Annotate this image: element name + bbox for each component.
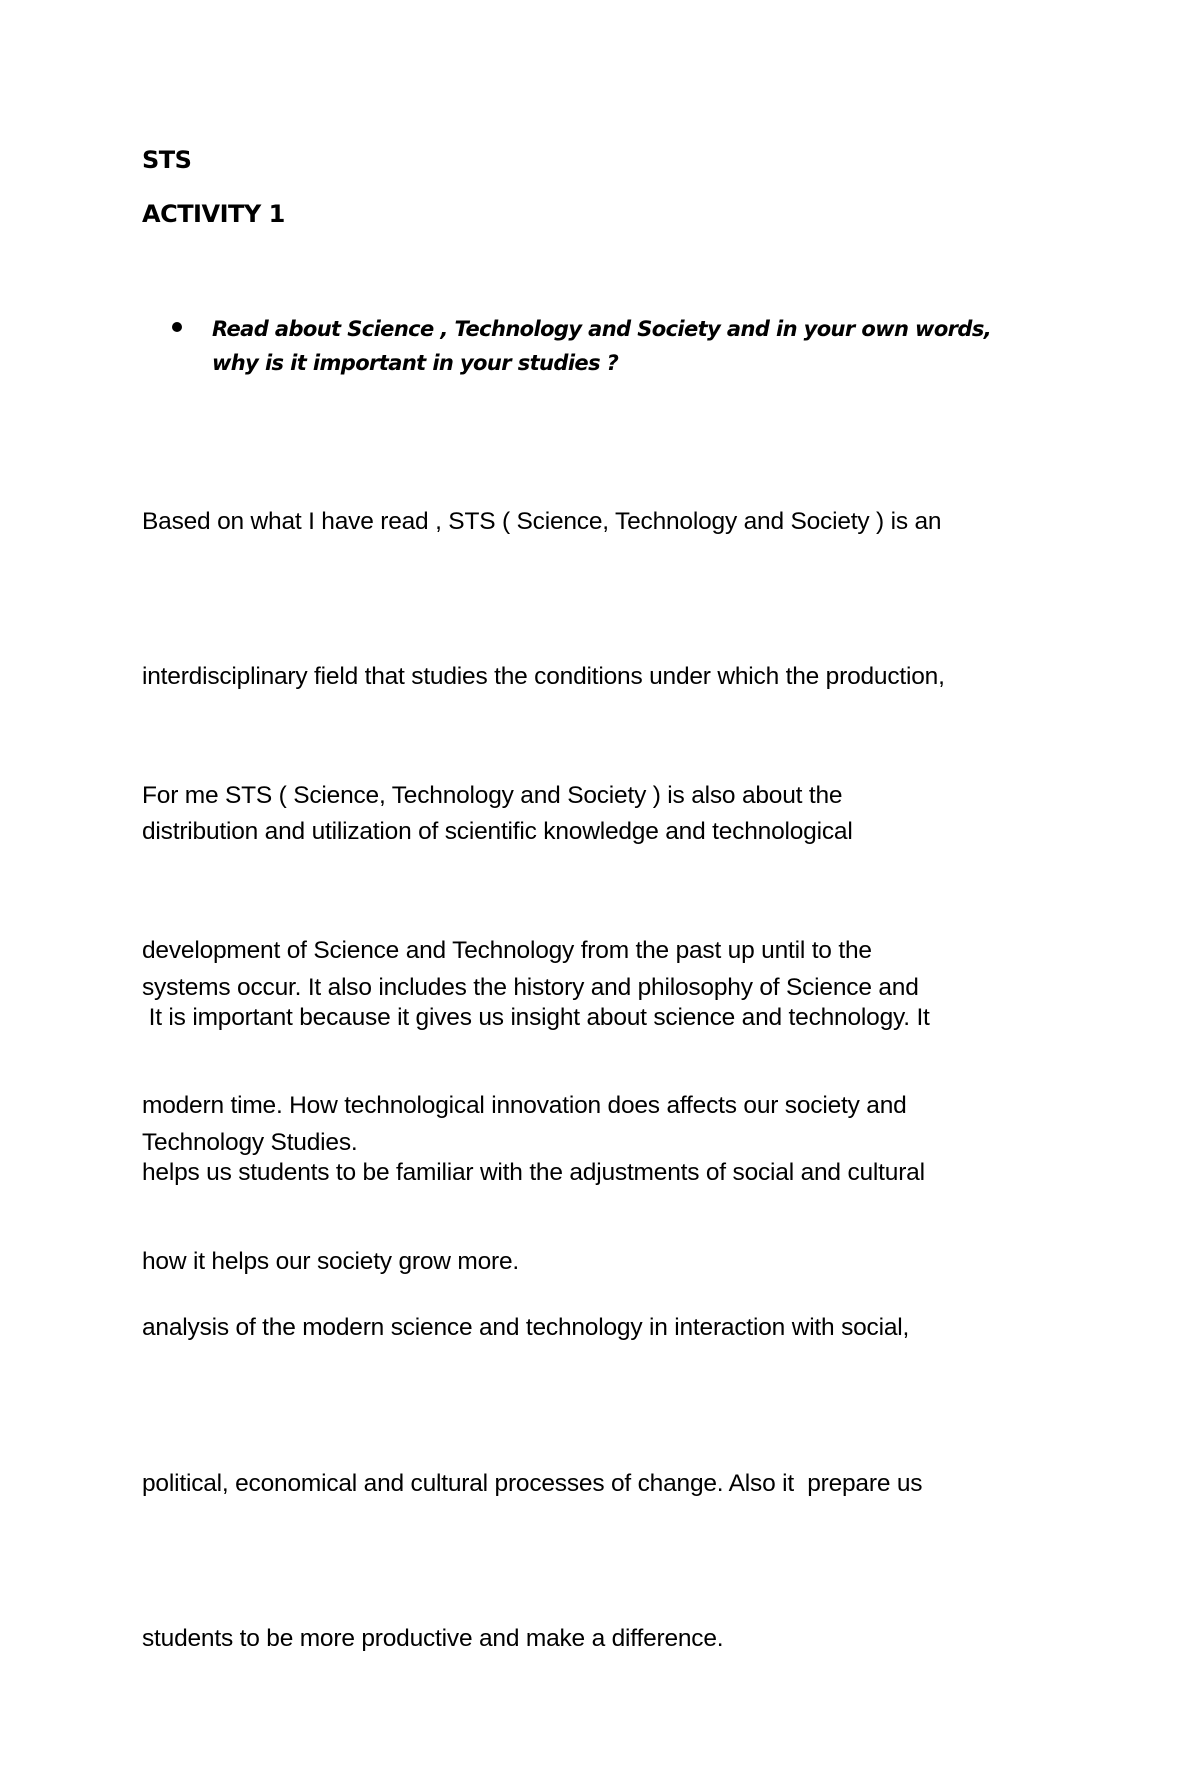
- paragraph-3: [142, 888, 1072, 1769]
- paragraph-line: development of Science and Technology from the past up until to the: [142, 936, 872, 964]
- question-item: [172, 312, 1072, 380]
- bullet-icon: [172, 322, 182, 332]
- paragraph-line: Based on what I have read , STS ( Science, Technology and Society ) is an: [142, 507, 942, 535]
- paragraph-line: helps us students to be familiar with the adjustments of social and cultural: [142, 1158, 925, 1186]
- paragraph-line: distribution and utilization of scientific knowledge and technological: [142, 818, 853, 846]
- paragraph-line: It is important because it gives us insight about science and technology. It: [142, 1003, 930, 1031]
- paragraph-line: modern time. How technological innovation does affects our society and: [142, 1092, 907, 1120]
- subject-heading: STS: [142, 146, 192, 174]
- question-line: why is it important in your studies ?: [212, 351, 619, 375]
- paragraph-line: how it helps our society grow more.: [142, 1247, 519, 1275]
- question-line: Read about Science , Technology and Society and in your own words,: [212, 317, 992, 341]
- paragraph-line: interdisciplinary field that studies the conditions under which the production,: [142, 662, 945, 690]
- activity-heading: ACTIVITY 1: [142, 200, 285, 228]
- paragraph-line: systems occur. It also includes the history and philosophy of Science and: [142, 973, 919, 1001]
- paragraph-line: students to be more productive and make a difference.: [142, 1625, 724, 1653]
- paragraph-line: analysis of the modern science and technology in interaction with social,: [142, 1314, 910, 1342]
- question-text: [212, 312, 1052, 380]
- paragraph-line: Technology Studies.: [142, 1129, 358, 1157]
- paragraph-line: political, economical and cultural processes of change. Also it prepare us: [142, 1469, 923, 1497]
- paragraph-line: For me STS ( Science, Technology and Society ) is also about the: [142, 781, 843, 809]
